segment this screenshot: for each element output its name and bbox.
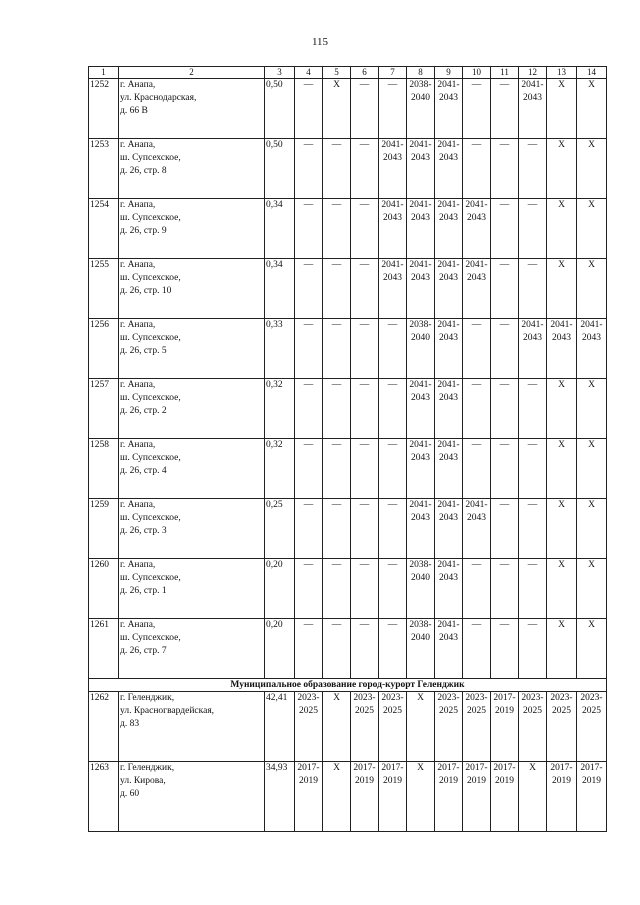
column-header-14: 14 (577, 67, 607, 79)
period-cell-col-10: 2017-2019 (463, 762, 491, 832)
period-cell-col-10: 2023-2025 (463, 692, 491, 762)
period-cell-col-6: — (351, 139, 379, 199)
column-header-12: 12 (519, 67, 547, 79)
table-row (89, 499, 607, 559)
period-cell-col-5: — (323, 259, 351, 319)
address-line: ш. Супсехское, (120, 153, 181, 163)
period-cell-col-4: — (295, 379, 323, 439)
section-row (89, 679, 607, 692)
period-cell-col-13: X (547, 379, 577, 439)
period-cell-col-5: X (323, 692, 351, 762)
period-cell-col-9: 2041-2043 (435, 619, 463, 679)
address-cell (119, 379, 265, 439)
address-line: г. Геленджик, (120, 693, 175, 703)
period-cell-col-10: — (463, 439, 491, 499)
address-cell (119, 439, 265, 499)
period-cell-col-8: 2041-2043 (407, 499, 435, 559)
address-line: д. 26, стр. 5 (120, 346, 167, 356)
period-cell-col-12: — (519, 499, 547, 559)
address-cell (119, 319, 265, 379)
period-cell-col-4: 2017-2019 (295, 762, 323, 832)
period-cell-col-13: X (547, 619, 577, 679)
period-cell-col-14: X (577, 79, 607, 139)
period-cell-col-13: X (547, 139, 577, 199)
period-cell-col-10: — (463, 559, 491, 619)
period-cell-col-13: 2041-2043 (547, 319, 577, 379)
period-cell-col-14: X (577, 619, 607, 679)
address-line: г. Анапа, (120, 440, 156, 450)
address-line: д. 83 (120, 719, 140, 729)
period-cell-col-11: — (491, 619, 519, 679)
column-header-10: 10 (463, 67, 491, 79)
value-cell: 0,25 (265, 499, 295, 559)
period-cell-col-6: 2017-2019 (351, 762, 379, 832)
period-cell-col-10: 2041-2043 (463, 259, 491, 319)
address-line: д. 26, стр. 7 (120, 646, 167, 656)
period-cell-col-9: 2041-2043 (435, 139, 463, 199)
address-cell (119, 79, 265, 139)
address-line: ш. Супсехское, (120, 213, 181, 223)
period-cell-col-9: 2041-2043 (435, 199, 463, 259)
period-cell-col-5: — (323, 319, 351, 379)
address-cell (119, 619, 265, 679)
value-cell: 0,20 (265, 559, 295, 619)
period-cell-col-4: — (295, 619, 323, 679)
period-cell-col-6: — (351, 199, 379, 259)
period-cell-col-7: 2041-2043 (379, 199, 407, 259)
period-cell-col-11: — (491, 259, 519, 319)
period-cell-col-11: — (491, 319, 519, 379)
period-cell-col-6: — (351, 499, 379, 559)
period-cell-col-4: — (295, 559, 323, 619)
address-line: ш. Супсехское, (120, 633, 181, 643)
column-header-8: 8 (407, 67, 435, 79)
period-cell-col-12: 2041-2043 (519, 319, 547, 379)
period-cell-col-14: X (577, 559, 607, 619)
row-number: 1256 (89, 319, 119, 379)
address-line: ул. Красногвардейская, (120, 706, 215, 716)
table-row (89, 762, 607, 832)
address-cell (119, 259, 265, 319)
period-cell-col-6: — (351, 319, 379, 379)
value-cell: 42,41 (265, 692, 295, 762)
period-cell-col-10: — (463, 319, 491, 379)
period-cell-col-4: — (295, 319, 323, 379)
address-line: д. 26, стр. 9 (120, 226, 167, 236)
period-cell-col-14: X (577, 259, 607, 319)
table-row (89, 199, 607, 259)
period-cell-col-7: — (379, 439, 407, 499)
period-cell-col-9: 2023-2025 (435, 692, 463, 762)
period-cell-col-6: — (351, 439, 379, 499)
section-title: Муниципальное образование город-курорт Геленджик (89, 679, 607, 692)
table-row (89, 79, 607, 139)
value-cell: 0,50 (265, 139, 295, 199)
period-cell-col-9: 2017-2019 (435, 762, 463, 832)
period-cell-col-10: 2041-2043 (463, 499, 491, 559)
period-cell-col-12: — (519, 619, 547, 679)
period-cell-col-5: — (323, 139, 351, 199)
period-cell-col-8: X (407, 692, 435, 762)
period-cell-col-9: 2041-2043 (435, 559, 463, 619)
period-cell-col-6: — (351, 259, 379, 319)
column-header-9: 9 (435, 67, 463, 79)
period-cell-col-12: — (519, 379, 547, 439)
address-line: ш. Супсехское, (120, 333, 181, 343)
period-cell-col-11: 2017-2019 (491, 762, 519, 832)
address-line: г. Анапа, (120, 260, 156, 270)
row-number: 1254 (89, 199, 119, 259)
row-number: 1255 (89, 259, 119, 319)
period-cell-col-14: X (577, 499, 607, 559)
period-cell-col-7: 2041-2043 (379, 139, 407, 199)
table-row (89, 692, 607, 762)
period-cell-col-13: 2023-2025 (547, 692, 577, 762)
period-cell-col-8: 2041-2043 (407, 259, 435, 319)
period-cell-col-10: — (463, 619, 491, 679)
address-line: ш. Супсехское, (120, 393, 181, 403)
period-cell-col-9: 2041-2043 (435, 79, 463, 139)
address-line: ш. Супсехское, (120, 273, 181, 283)
period-cell-col-12: — (519, 259, 547, 319)
period-cell-col-4: — (295, 439, 323, 499)
value-cell: 0,32 (265, 439, 295, 499)
address-line: ш. Супсехское, (120, 573, 181, 583)
period-cell-col-7: 2023-2025 (379, 692, 407, 762)
period-cell-col-8: 2038-2040 (407, 319, 435, 379)
address-line: ул. Кирова, (120, 776, 166, 786)
period-cell-col-4: — (295, 139, 323, 199)
address-line: г. Анапа, (120, 500, 156, 510)
register-table (88, 66, 607, 832)
period-cell-col-4: — (295, 259, 323, 319)
period-cell-col-8: X (407, 762, 435, 832)
address-line: г. Анапа, (120, 560, 156, 570)
row-number: 1262 (89, 692, 119, 762)
value-cell: 0,34 (265, 199, 295, 259)
period-cell-col-13: X (547, 79, 577, 139)
table-row (89, 259, 607, 319)
address-line: д. 26, стр. 10 (120, 286, 172, 296)
period-cell-col-5: — (323, 379, 351, 439)
period-cell-col-7: — (379, 79, 407, 139)
column-header-11: 11 (491, 67, 519, 79)
period-cell-col-14: 2041-2043 (577, 319, 607, 379)
period-cell-col-11: — (491, 139, 519, 199)
value-cell: 0,34 (265, 259, 295, 319)
period-cell-col-4: — (295, 79, 323, 139)
address-line: д. 66 В (120, 106, 148, 116)
period-cell-col-5: — (323, 439, 351, 499)
period-cell-col-9: 2041-2043 (435, 439, 463, 499)
column-header-1: 1 (89, 67, 119, 79)
period-cell-col-12: 2041-2043 (519, 79, 547, 139)
period-cell-col-11: 2017-2019 (491, 692, 519, 762)
period-cell-col-7: — (379, 319, 407, 379)
period-cell-col-8: 2041-2043 (407, 439, 435, 499)
column-number-header (89, 67, 607, 79)
row-number: 1252 (89, 79, 119, 139)
period-cell-col-5: — (323, 559, 351, 619)
address-line: г. Анапа, (120, 380, 156, 390)
column-header-2: 2 (119, 67, 265, 79)
row-number: 1260 (89, 559, 119, 619)
period-cell-col-13: X (547, 559, 577, 619)
period-cell-col-9: 2041-2043 (435, 319, 463, 379)
address-line: г. Анапа, (120, 320, 156, 330)
period-cell-col-9: 2041-2043 (435, 379, 463, 439)
value-cell: 0,32 (265, 379, 295, 439)
period-cell-col-8: 2038-2040 (407, 559, 435, 619)
address-line: д. 26, стр. 2 (120, 406, 167, 416)
address-line: ш. Супсехское, (120, 513, 181, 523)
period-cell-col-7: 2041-2043 (379, 259, 407, 319)
row-number: 1253 (89, 139, 119, 199)
address-line: д. 26, стр. 4 (120, 466, 167, 476)
period-cell-col-12: — (519, 559, 547, 619)
period-cell-col-8: 2041-2043 (407, 379, 435, 439)
period-cell-col-6: 2023-2025 (351, 692, 379, 762)
table-body (89, 79, 607, 832)
period-cell-col-5: — (323, 619, 351, 679)
period-cell-col-5: X (323, 79, 351, 139)
period-cell-col-7: — (379, 499, 407, 559)
period-cell-col-10: — (463, 79, 491, 139)
row-number: 1259 (89, 499, 119, 559)
address-cell (119, 559, 265, 619)
address-line: д. 60 (120, 789, 140, 799)
column-header-13: 13 (547, 67, 577, 79)
period-cell-col-12: — (519, 139, 547, 199)
period-cell-col-11: — (491, 199, 519, 259)
table-row (89, 319, 607, 379)
period-cell-col-10: — (463, 379, 491, 439)
period-cell-col-5: — (323, 199, 351, 259)
address-line: г. Анапа, (120, 620, 156, 630)
period-cell-col-14: X (577, 439, 607, 499)
period-cell-col-8: 2041-2043 (407, 139, 435, 199)
column-header-6: 6 (351, 67, 379, 79)
address-line: д. 26, стр. 3 (120, 526, 167, 536)
table-row (89, 619, 607, 679)
table-row (89, 379, 607, 439)
table-row (89, 439, 607, 499)
period-cell-col-7: — (379, 559, 407, 619)
period-cell-col-14: 2023-2025 (577, 692, 607, 762)
period-cell-col-11: — (491, 559, 519, 619)
address-line: ш. Супсехское, (120, 453, 181, 463)
period-cell-col-10: — (463, 139, 491, 199)
period-cell-col-8: 2038-2040 (407, 619, 435, 679)
period-cell-col-6: — (351, 559, 379, 619)
period-cell-col-6: — (351, 619, 379, 679)
period-cell-col-13: X (547, 439, 577, 499)
table-row (89, 139, 607, 199)
period-cell-col-7: — (379, 379, 407, 439)
period-cell-col-8: 2038-2040 (407, 79, 435, 139)
column-header-3: 3 (265, 67, 295, 79)
period-cell-col-6: — (351, 379, 379, 439)
address-cell (119, 199, 265, 259)
period-cell-col-4: 2023-2025 (295, 692, 323, 762)
row-number: 1257 (89, 379, 119, 439)
column-header-4: 4 (295, 67, 323, 79)
address-line: д. 26, стр. 8 (120, 166, 167, 176)
period-cell-col-8: 2041-2043 (407, 199, 435, 259)
column-header-5: 5 (323, 67, 351, 79)
period-cell-col-11: — (491, 499, 519, 559)
period-cell-col-9: 2041-2043 (435, 499, 463, 559)
value-cell: 0,20 (265, 619, 295, 679)
value-cell: 34,93 (265, 762, 295, 832)
row-number: 1258 (89, 439, 119, 499)
address-cell (119, 762, 265, 832)
period-cell-col-5: — (323, 499, 351, 559)
period-cell-col-4: — (295, 499, 323, 559)
row-number: 1263 (89, 762, 119, 832)
period-cell-col-13: X (547, 199, 577, 259)
period-cell-col-7: 2017-2019 (379, 762, 407, 832)
period-cell-col-13: X (547, 499, 577, 559)
address-line: г. Анапа, (120, 140, 156, 150)
address-line: г. Анапа, (120, 200, 156, 210)
period-cell-col-12: — (519, 439, 547, 499)
period-cell-col-14: X (577, 199, 607, 259)
period-cell-col-11: — (491, 79, 519, 139)
period-cell-col-13: X (547, 259, 577, 319)
period-cell-col-6: — (351, 79, 379, 139)
address-cell (119, 499, 265, 559)
period-cell-col-12: 2023-2025 (519, 692, 547, 762)
address-line: г. Анапа, (120, 80, 156, 90)
table-row (89, 559, 607, 619)
column-header-7: 7 (379, 67, 407, 79)
address-line: ул. Краснодарская, (120, 93, 197, 103)
value-cell: 0,50 (265, 79, 295, 139)
period-cell-col-12: — (519, 199, 547, 259)
page-number: 115 (311, 36, 329, 48)
period-cell-col-10: 2041-2043 (463, 199, 491, 259)
address-line: г. Геленджик, (120, 763, 175, 773)
period-cell-col-4: — (295, 199, 323, 259)
period-cell-col-5: X (323, 762, 351, 832)
period-cell-col-12: X (519, 762, 547, 832)
value-cell: 0,33 (265, 319, 295, 379)
period-cell-col-14: 2017-2019 (577, 762, 607, 832)
period-cell-col-7: — (379, 619, 407, 679)
period-cell-col-11: — (491, 439, 519, 499)
address-cell (119, 692, 265, 762)
row-number: 1261 (89, 619, 119, 679)
address-cell (119, 139, 265, 199)
period-cell-col-13: 2017-2019 (547, 762, 577, 832)
period-cell-col-9: 2041-2043 (435, 259, 463, 319)
period-cell-col-14: X (577, 379, 607, 439)
address-line: д. 26, стр. 1 (120, 586, 167, 596)
period-cell-col-11: — (491, 379, 519, 439)
period-cell-col-14: X (577, 139, 607, 199)
